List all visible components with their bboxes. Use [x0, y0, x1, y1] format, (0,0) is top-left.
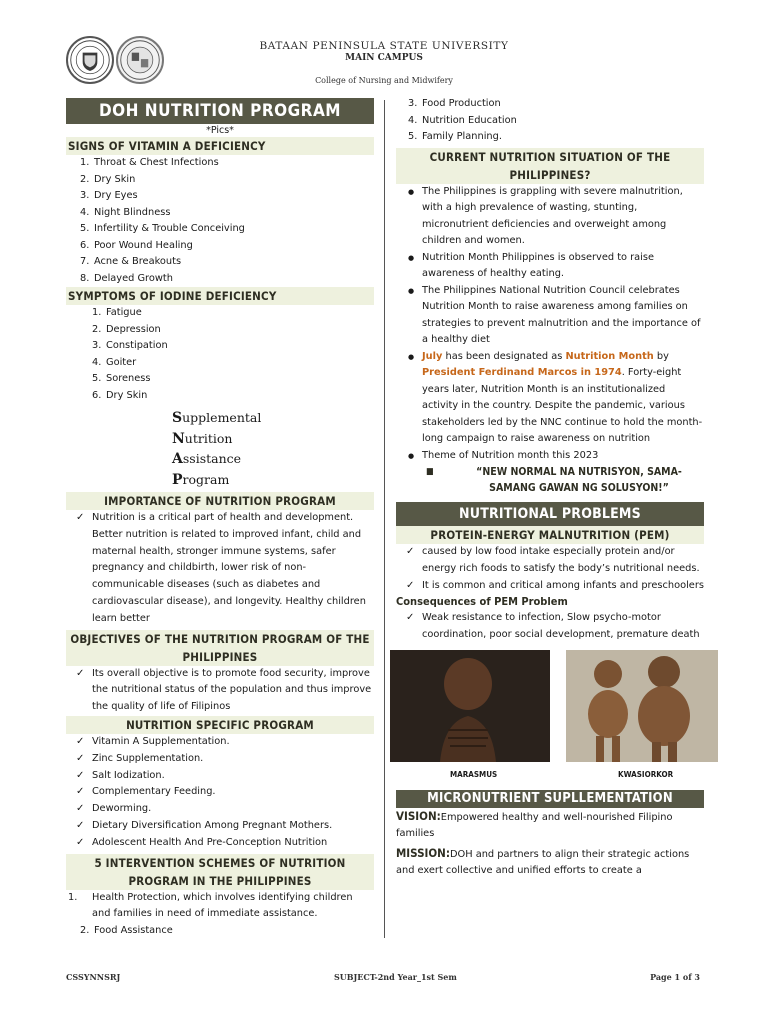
acronym-line: Nutrition	[172, 430, 233, 447]
list-item: ● July has been designated as Nutrition Month by President Ferdinand Marcos in 1974. Forty-eight years later, Nutrition Month is an institutionalized activity in the country. Despite the pandemic, various stakeholders led by the NNC continue to hold the month-long campaign to raise awareness on nutrition	[396, 349, 704, 448]
micronutrient-heading: MICRONUTRIENT SUPLLEMENTATION	[396, 790, 704, 808]
marasmus-caption: MARASMUS	[450, 769, 498, 779]
situation-list	[396, 184, 704, 465]
document-title: DOH NUTRITION PROGRAM	[66, 98, 374, 124]
intervention-list	[66, 890, 374, 940]
iodine-list	[66, 305, 374, 404]
list-item: ● The Philippines is grappling with severe malnutrition, with a high prevalence of wasting, stunting, micronutrient deficiencies and overweight among children and women.	[396, 184, 704, 250]
list-item: ✓ Vitamin A Supplementation.	[66, 734, 374, 751]
list-item: ✓ Nutrition is a critical part of health and development. Better nutrition is related to improved infant, child and maternal health, stronger immune systems, safer pregnancy and childbirth, lower risk of non-communicable diseases (such as diabetes and cardiovascular disease), and longevity. Healthy children learn better	[66, 510, 374, 628]
vision-statement: VISION:Empowered healthy and well-nourished Filipino families	[396, 808, 673, 840]
situation-heading: CURRENT NUTRITION SITUATION OF THE PHILIPPINES?	[396, 148, 704, 184]
vitamin-a-list	[66, 155, 374, 287]
document-header	[0, 36, 768, 92]
document-footer	[0, 972, 768, 988]
list-item: 4. Goiter	[92, 356, 137, 368]
iodine-heading: SYMPTOMS OF IODINE DEFICIENCY	[66, 287, 374, 305]
list-item: ✓ Weak resistance to infection, Slow psycho-motor coordination, poor social development, premature death	[396, 610, 704, 644]
list-item: ✓ caused by low food intake especially protein and/or energy rich foods to satisfy the body’s nutritional needs.	[396, 544, 704, 578]
list-item: 8. Delayed Growth	[80, 272, 173, 284]
list-item: 6. Dry Skin	[92, 389, 148, 401]
nutrition-month-theme: ■ “NEW NORMAL NA NUTRISYON, SAMA-SAMANG GAWAN NG SOLUSYON!”	[396, 464, 704, 496]
marasmus-photo	[390, 650, 550, 762]
column-divider	[384, 100, 385, 938]
list-item: 5. Family Planning.	[408, 131, 502, 142]
vitamin-a-heading: SIGNS OF VITAMIN A DEFICIENCY	[66, 137, 374, 155]
list-item: ✓ It is common and critical among infants and preschoolers	[396, 578, 704, 595]
list-item: 1. Throat & Chest Infections	[80, 157, 219, 168]
list-item: 4. Nutrition Education	[408, 114, 517, 126]
intervention-list-continued	[396, 96, 704, 146]
footer-page-number: Page 1 of 3	[650, 972, 700, 982]
list-item: ● Theme of Nutrition month this 2023	[396, 448, 704, 465]
college-name: College of Nursing and Midwifery	[315, 76, 453, 85]
list-item: ✓ Deworming.	[66, 801, 374, 818]
pem-list	[396, 544, 704, 594]
pem-photos	[396, 650, 704, 786]
list-item: 5. Infertility & Trouble Conceiving	[80, 223, 245, 234]
list-item: 1. Fatigue	[92, 307, 142, 318]
acronym-line: Supplemental	[172, 410, 262, 426]
right-column	[396, 98, 704, 880]
kwashiorkor-caption: KWASIORKOR	[618, 769, 674, 779]
list-item: ● The Philippines National Nutrition Council celebrates Nutrition Month to raise awareness among families on strategies to prevent malnutrition and the importance of a healthy diet	[396, 283, 704, 349]
list-item: ✓ Zinc Supplementation.	[66, 751, 374, 768]
specific-program-list	[66, 734, 374, 852]
university-name: BATAAN PENINSULA STATE UNIVERSITY	[259, 40, 509, 52]
snap-acronym	[66, 408, 374, 490]
list-item: ✓ Complementary Feeding.	[66, 784, 374, 801]
importance-list	[66, 510, 374, 628]
list-item: 3. Food Production	[408, 98, 501, 109]
list-item: 7. Acne & Breakouts	[80, 256, 182, 267]
acronym-line: Program	[172, 471, 230, 488]
acronym-line: Assistance	[172, 451, 242, 467]
pem-heading: PROTEIN-ENERGY MALNUTRITION (PEM)	[396, 526, 704, 544]
objectives-heading: OBJECTIVES OF THE NUTRITION PROGRAM OF THE PHILIPPINES	[66, 630, 374, 666]
footer-subject: SUBJECT-2nd Year_1st Sem	[334, 972, 457, 982]
consequences-heading: Consequences of PEM Problem	[396, 595, 568, 609]
list-item: ✓ Dietary Diversification Among Pregnant Mothers.	[66, 818, 374, 835]
list-item: ✓ Adolescent Health And Pre-Conception Nutrition	[66, 835, 374, 852]
pics-placeholder: *Pics*	[206, 125, 234, 136]
footer-author: CSSYNNSRJ	[66, 972, 121, 982]
list-item: ● Nutrition Month Philippines is observed to raise awareness of healthy eating.	[396, 250, 704, 283]
list-item: ✓ Salt Iodization.	[66, 768, 374, 785]
mission-statement: MISSION:DOH and partners to align their strategic actions and exert collective and unified efforts to create a	[396, 845, 690, 877]
objectives-list	[66, 666, 374, 716]
list-item: 3. Constipation	[92, 340, 168, 351]
campus-name: MAIN CAMPUS	[345, 53, 423, 63]
list-item: 6. Poor Wound Healing	[80, 239, 193, 251]
consequences-list	[396, 610, 704, 644]
importance-heading: IMPORTANCE OF NUTRITION PROGRAM	[66, 492, 374, 510]
nutritional-problems-heading: NUTRITIONAL PROBLEMS	[396, 502, 704, 526]
kwashiorkor-photo	[566, 650, 718, 762]
intervention-heading: 5 INTERVENTION SCHEMES OF NUTRITION PROGRAM IN THE PHILIPPINES	[66, 854, 374, 890]
list-item: 4. Night Blindness	[80, 206, 171, 218]
list-item: 1. Health Protection, which involves identifying children and families in need of immediate assistance.	[68, 891, 353, 920]
list-item: 2. Dry Skin	[80, 173, 136, 185]
left-column	[66, 98, 374, 939]
list-item: ✓ Its overall objective is to promote food security, improve the nutritional status of the population and thus improve the quality of life of Filipinos	[66, 666, 374, 716]
list-item: 5. Soreness	[92, 373, 151, 384]
specific-program-heading: NUTRITION SPECIFIC PROGRAM	[66, 716, 374, 734]
list-item: 2. Food Assistance	[80, 924, 173, 936]
list-item: 2. Depression	[92, 323, 161, 335]
list-item: 3. Dry Eyes	[80, 190, 138, 201]
